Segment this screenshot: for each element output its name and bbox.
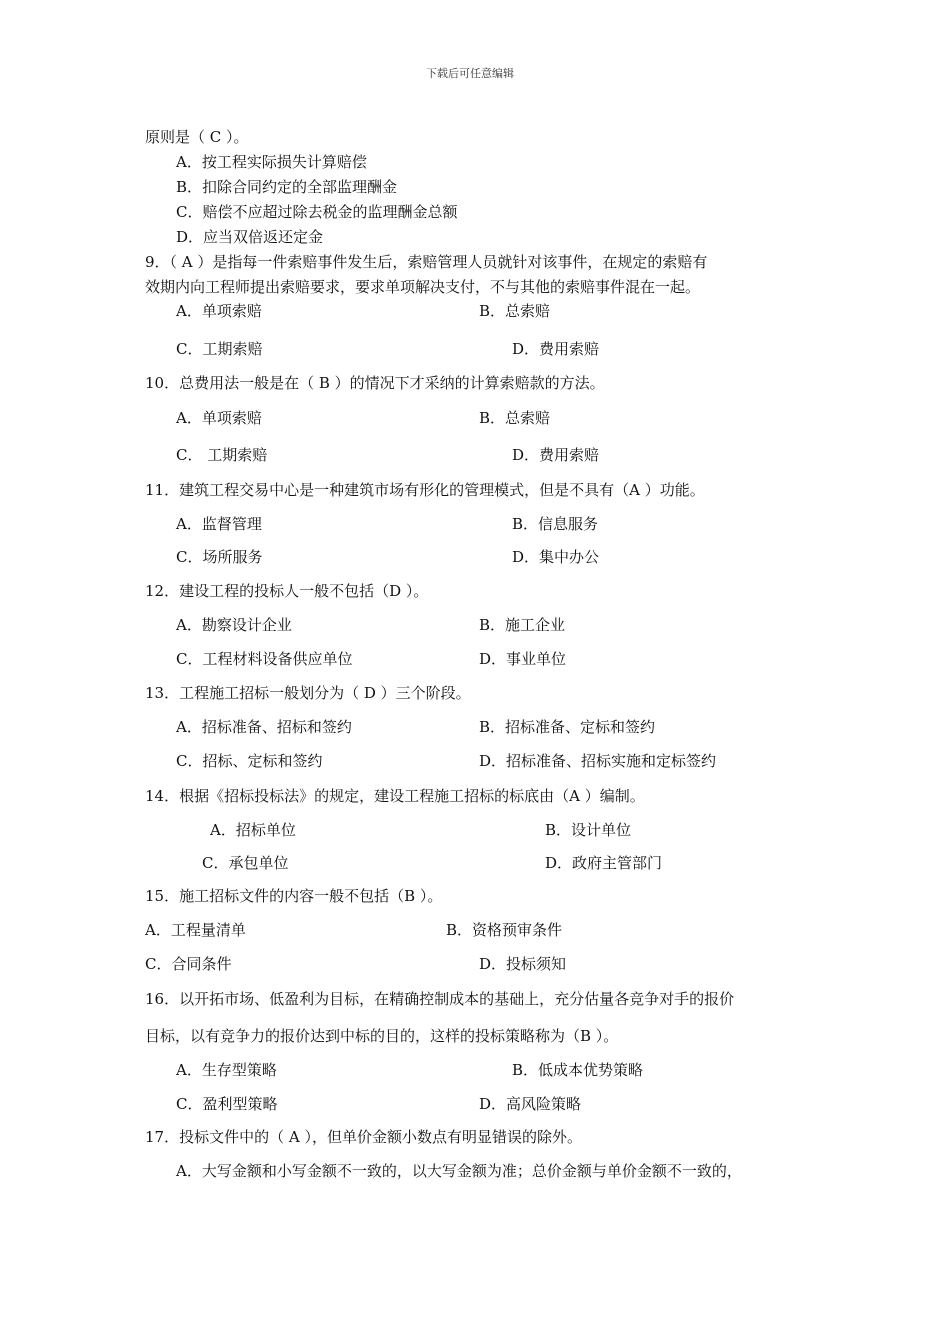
q15-option-b: B．资格预审条件 [446, 921, 563, 939]
q9-option-c: C．工期索赔 [176, 340, 263, 358]
q11-option-b: B．信息服务 [512, 515, 599, 533]
q9-option-b: B．总索赔 [479, 302, 551, 320]
q12-option-b: B．施工企业 [479, 616, 566, 634]
q15-option-a: A．工程量清单 [145, 921, 246, 939]
q16-option-a: A．生存型策略 [176, 1061, 277, 1079]
question-11: 11．建筑工程交易中心是一种建筑市场有形化的管理模式，但是不具有（A ）功能。 [145, 481, 705, 499]
q16-option-b: B．低成本优势策略 [512, 1061, 644, 1079]
q15-option-c: C．合同条件 [145, 955, 232, 973]
q10-option-b: B．总索赔 [479, 409, 551, 427]
q13-option-b: B．招标准备、定标和签约 [479, 718, 656, 736]
q16-option-d: D．高风险策略 [479, 1095, 582, 1113]
question-9-line2: 效期内向工程师提出索赔要求，要求单项解决支付，不与其他的索赔事件混在一起。 [145, 278, 701, 296]
q14-option-d: D．政府主管部门 [545, 854, 663, 872]
q10-option-c: C． 工期索赔 [176, 446, 268, 464]
q14-option-c: C．承包单位 [202, 854, 289, 872]
q12-option-c: C．工程材料设备供应单位 [176, 650, 353, 668]
q11-option-c: C．场所服务 [176, 548, 263, 566]
question-16-line1: 16．以开拓市场、低盈利为目标，在精确控制成本的基础上，充分估量各竞争对手的报价 [145, 990, 735, 1008]
q12-option-a: A．勘察设计企业 [176, 616, 292, 634]
q10-option-d: D．费用索赔 [512, 446, 600, 464]
q13-option-c: C．招标、定标和签约 [176, 752, 323, 770]
q8-option-b: B．扣除合同约定的全部监理酬金 [176, 178, 398, 196]
q8-option-c: C．赔偿不应超过除去税金的监理酬金总额 [176, 203, 458, 221]
question-17: 17．投标文件中的（ A ），但单价金额小数点有明显错误的除外。 [145, 1128, 582, 1146]
q13-option-d: D．招标准备、招标实施和定标签约 [479, 752, 717, 770]
q11-option-d: D．集中办公 [512, 548, 600, 566]
question-9-line1: 9．（ A ）是指每一件索赔事件发生后，索赔管理人员就针对该事件，在规定的索赔有 [145, 253, 708, 271]
q9-option-d: D．费用索赔 [512, 340, 600, 358]
q15-option-d: D．投标须知 [479, 955, 567, 973]
question-15: 15．施工招标文件的内容一般不包括（B ）。 [145, 887, 443, 905]
q14-option-a: A．招标单位 [210, 821, 296, 839]
question-13: 13．工程施工招标一般划分为（ D ）三个阶段。 [145, 684, 471, 702]
page-header: 下载后可任意编辑 [426, 67, 514, 80]
question-12: 12．建设工程的投标人一般不包括（D ）。 [145, 582, 429, 600]
q16-option-c: C．盈利型策略 [176, 1095, 278, 1113]
question-16-line2: 目标，以有竞争力的报价达到中标的目的，这样的投标策略称为（B ）。 [145, 1027, 619, 1045]
question-14: 14．根据《招标投标法》的规定，建设工程施工招标的标底由（A ）编制。 [145, 787, 645, 805]
q14-option-b: B．设计单位 [545, 821, 632, 839]
q12-option-d: D．事业单位 [479, 650, 567, 668]
q9-option-a: A．单项索赔 [176, 302, 262, 320]
q17-option-a: A．大写金额和小写金额不一致的，以大写金额为准；总价金额与单价金额不一致的， [176, 1162, 742, 1180]
question-10: 10．总费用法一般是在（ B ）的情况下才采纳的计算索赔款的方法。 [145, 374, 605, 392]
q13-option-a: A．招标准备、招标和签约 [176, 718, 352, 736]
q8-option-d: D．应当双倍返还定金 [176, 228, 324, 246]
question-8-tail: 原则是（ C ）。 [145, 128, 249, 146]
q11-option-a: A．监督管理 [176, 515, 262, 533]
q8-option-a: A．按工程实际损失计算赔偿 [176, 153, 367, 171]
q10-option-a: A．单项索赔 [176, 409, 262, 427]
